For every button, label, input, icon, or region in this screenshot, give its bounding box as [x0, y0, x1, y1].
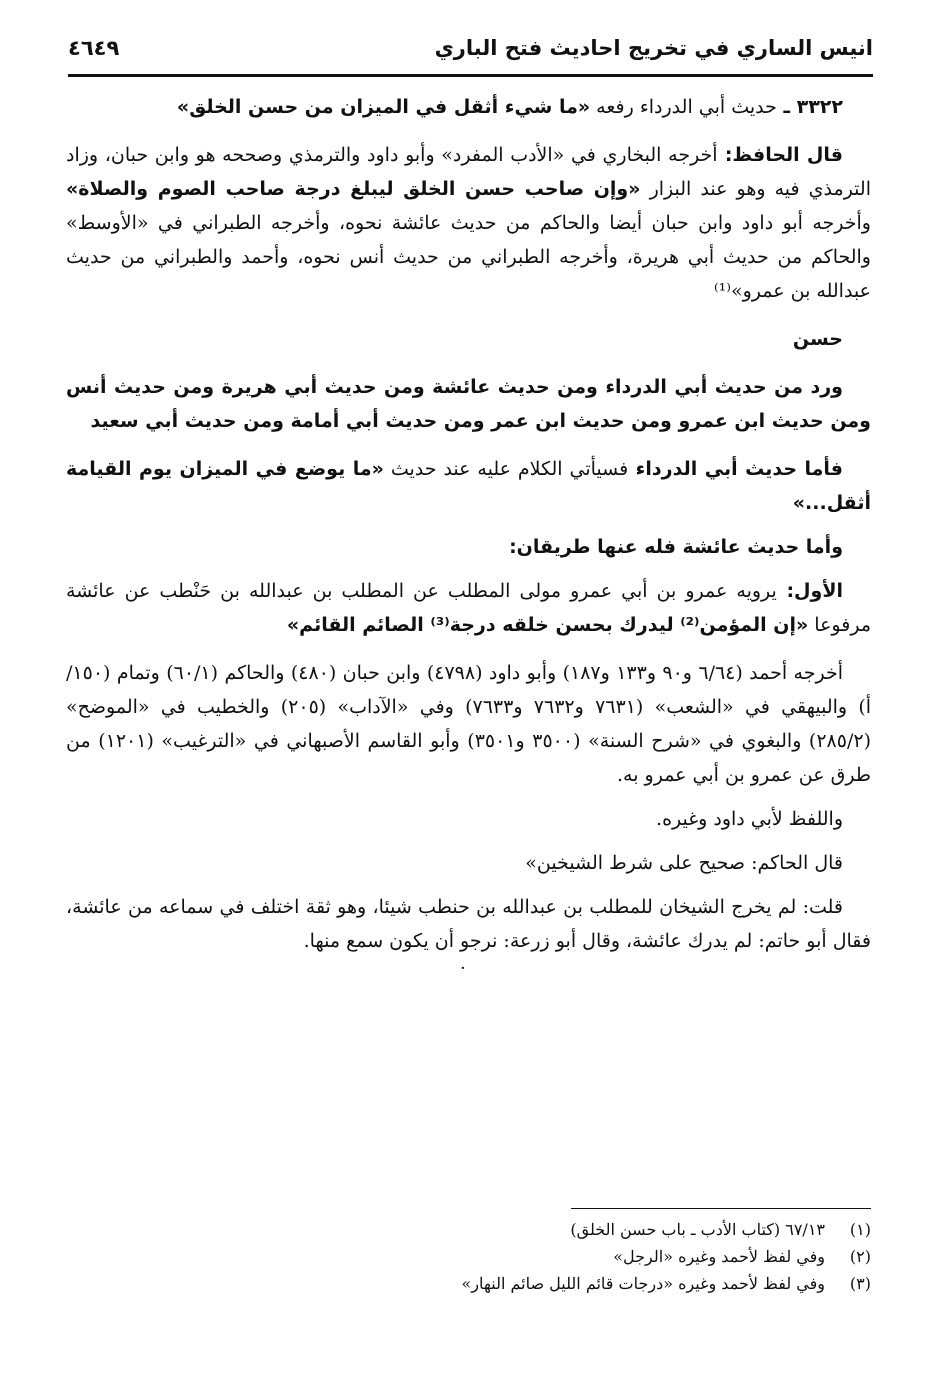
text-run: وأخرجه أبو داود وابن حبان أيضا والحاكم من حديث عائشة نحوه، وأخرجه الطبراني في «الأوسط» والحاكم من حديث أبي هريرة، وأخرجه الطبراني من حديث أنس نحوه، وأحمد والطبراني من حديث عبدالله بن عمرو»⁽¹⁾	[66, 212, 871, 302]
wording-note	[66, 802, 871, 836]
aisha-heading	[66, 530, 871, 564]
page-header	[68, 30, 873, 74]
footnote-number: (١)	[849, 1220, 871, 1239]
footnote-number: (٣)	[849, 1274, 871, 1293]
bold-run: الأول:	[776, 580, 843, 602]
hakim-verdict	[66, 846, 871, 880]
bold-run: ٣٣٢٢ ـ	[776, 96, 843, 118]
author-comment-paragraph	[66, 890, 871, 958]
text-run: قال الحاكم: صحيح على شرط الشيخين»	[525, 852, 843, 874]
header-rule	[68, 74, 873, 77]
bold-run: وأما حديث عائشة فله عنها طريقان:	[509, 536, 843, 558]
first-route-paragraph	[66, 574, 871, 642]
text-run: واللفظ لأبي داود وغيره.	[656, 808, 843, 830]
running-title: انيس الساري في تخريج احاديث فتح الباري	[434, 36, 873, 60]
text-run: حديث أبي الدرداء رفعه	[590, 96, 777, 118]
hadith-heading	[66, 90, 871, 124]
bold-run: «وإن صاحب حسن الخلق ليبلغ درجة صاحب الصوم والصلاة»	[66, 178, 641, 200]
abu-darda-paragraph	[66, 452, 871, 520]
text-run: أخرجه أحمد (٦/٦٤ و٩٠ و١٣٣ و١٨٧) وأبو داود (٤٧٩٨) وابن حبان (٤٨٠) والحاكم (٦٠/١) وتمام (١٥٠/أ) والبيهقي في «الشعب» (٧٦٣١ و٧٦٣٢ و٧٦٣٣) وفي «الآداب» (٢٠٥) والخطيب في «الموضح» (٢٨٥/٢) والبغوي في «شرح السنة» (٣٥٠٠ و٣٥٠١) وأبو القاسم الأصبهاني في «الترغيب» (١٢٠١) من طرق عن عمرو بن أبي عمرو به.	[66, 662, 872, 786]
text-run: فسيأتي الكلام عليه عند حديث	[383, 458, 629, 480]
stray-dot: ·	[460, 958, 466, 979]
footnote-2	[300, 1243, 871, 1270]
hafiz-quote-paragraph	[66, 138, 871, 308]
footnote-3	[300, 1270, 871, 1297]
text-run: أخرجه البخاري في «الأدب المفرد» وأبو داود والترمذي وصححه هو وابن حبان، وزاد الترمذي فيه وهو عند البزار	[66, 144, 871, 200]
footnote-rule	[571, 1208, 871, 1209]
footnote-text: وفي لفظ لأحمد وغيره «درجات قائم الليل صائم النهار»	[461, 1274, 825, 1293]
bold-run: «ما شيء أثقل في الميزان من حسن الخلق»	[176, 96, 591, 118]
bold-run: «ما يوضع في الميزان يوم القيامة أثقل...»	[66, 458, 871, 514]
page-number: ٤٦٤٩	[68, 36, 120, 60]
text-run: يرويه عمرو بن أبي عمرو مولى المطلب عن المطلب بن عبدالله بن حَنْطب عن عائشة مرفوعا	[66, 580, 871, 636]
narrations-paragraph	[66, 370, 871, 438]
takhrij-paragraph	[66, 656, 871, 792]
bold-run: ورد من حديث أبي الدرداء ومن حديث عائشة ومن حديث أبي هريرة ومن حديث أنس ومن حديث ابن عمرو ومن حديث ابن عمر ومن حديث أبي أمامة ومن حديث أبي سعيد	[66, 376, 871, 432]
grade-label	[66, 322, 871, 356]
text-run: قلت: لم يخرج الشيخان للمطلب بن عبدالله بن حنطب شيئا، وهو ثقة اختلف في سماعه من عائشة، فقال أبو حاتم: لم يدرك عائشة، وقال أبو زرعة: نرجو أن يكون سمع منها.	[66, 896, 871, 952]
footnote-number: (٢)	[849, 1247, 871, 1266]
footnotes	[300, 1216, 871, 1297]
footnote-1	[300, 1216, 871, 1243]
main-text	[66, 90, 871, 958]
bold-run: قال الحافظ:	[717, 144, 843, 166]
bold-run: فأما حديث أبي الدرداء	[628, 458, 843, 480]
bold-run: «إن المؤمن⁽²⁾ ليدرك بحسن خلقه درجة⁽³⁾ الصائم القائم»	[286, 614, 809, 636]
footnote-text: وفي لفظ لأحمد وغيره «الرجل»	[613, 1247, 825, 1266]
bold-run: حسن	[792, 328, 843, 350]
footnote-text: ٦٧/١٣ (كتاب الأدب ـ باب حسن الخلق)	[570, 1220, 825, 1239]
